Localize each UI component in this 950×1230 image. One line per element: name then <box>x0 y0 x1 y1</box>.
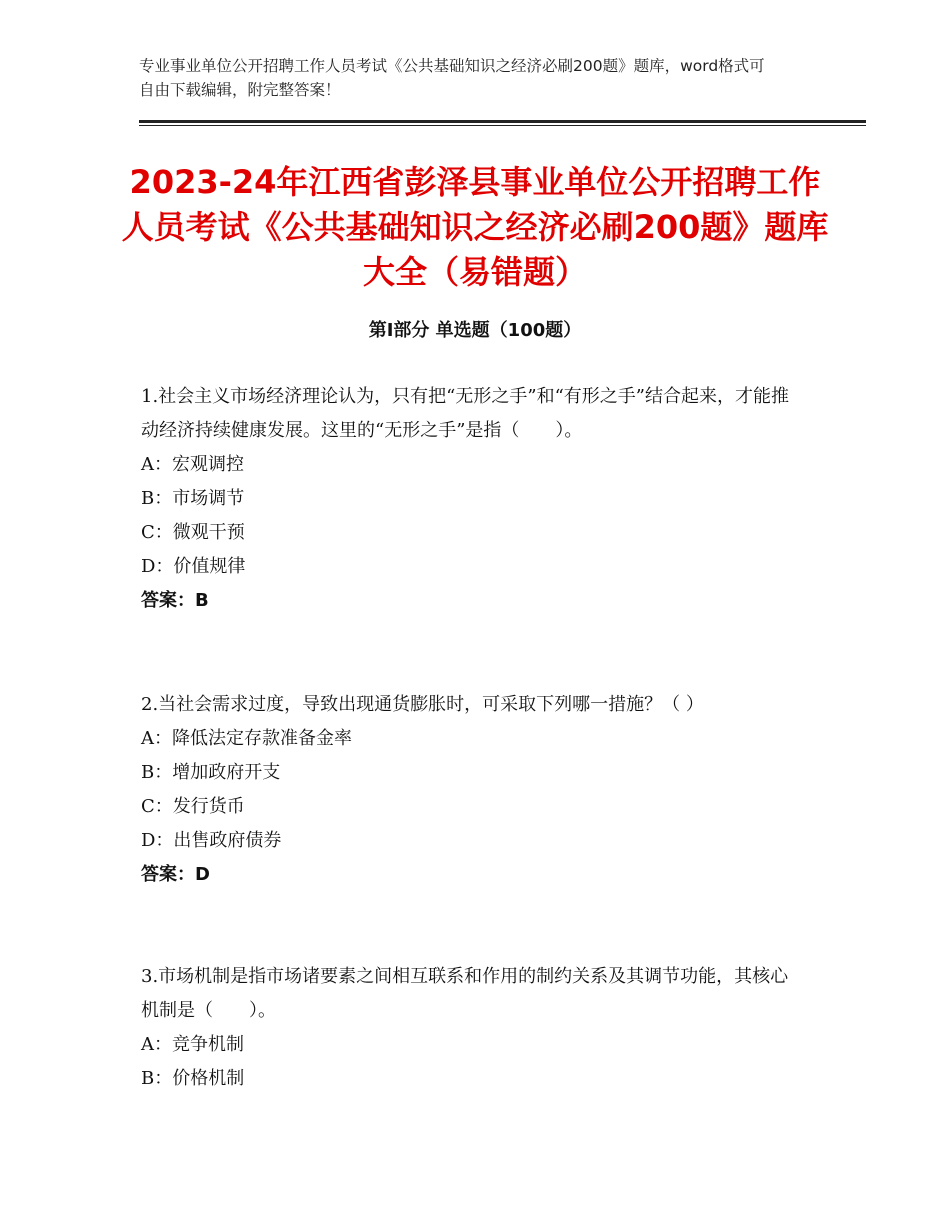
answer: 答案：B <box>141 590 209 611</box>
header-rule-thin <box>139 125 866 126</box>
section-heading: 第Ⅰ部分 单选题（100题） <box>368 320 582 341</box>
question-stem: 3.市场机制是指市场诸要素之间相互联系和作用的制约关系及其调节功能，其核心机制是（ ）。 <box>141 966 789 1021</box>
question-2 <box>141 688 801 892</box>
question-stem: 2.当社会需求过度，导致出现通货膨胀时，可采取下列哪一措施？（ ） <box>141 694 704 715</box>
option-c: C：微观干预 <box>141 522 245 543</box>
option-b: B：市场调节 <box>141 488 245 509</box>
option-d: D：价值规律 <box>141 556 246 577</box>
question-3 <box>141 960 801 1096</box>
option-d: D：出售政府债券 <box>141 830 282 851</box>
document-header: 专业事业单位公开招聘工作人员考试《公共基础知识之经济必刷200题》题库，word格式可自由下载编辑，附完整答案！ <box>139 57 765 99</box>
header-rule-thick <box>139 120 866 123</box>
option-b: B：增加政府开支 <box>141 762 281 783</box>
option-c: C：发行货币 <box>141 796 245 817</box>
option-a: A：竞争机制 <box>141 1034 244 1055</box>
option-a: A：宏观调控 <box>141 454 244 475</box>
answer: 答案：D <box>141 864 210 885</box>
question-stem: 1.社会主义市场经济理论认为，只有把“无形之手”和“有形之手”结合起来，才能推动经济持续健康发展。这里的“无形之手”是指（ ）。 <box>141 386 789 441</box>
option-a: A：降低法定存款准备金率 <box>141 728 352 749</box>
option-b: B：价格机制 <box>141 1068 245 1089</box>
question-1 <box>141 380 801 618</box>
document-title: 2023-24年江西省彭泽县事业单位公开招聘工作人员考试《公共基础知识之经济必刷200题》题库大全（易错题） <box>121 163 829 291</box>
